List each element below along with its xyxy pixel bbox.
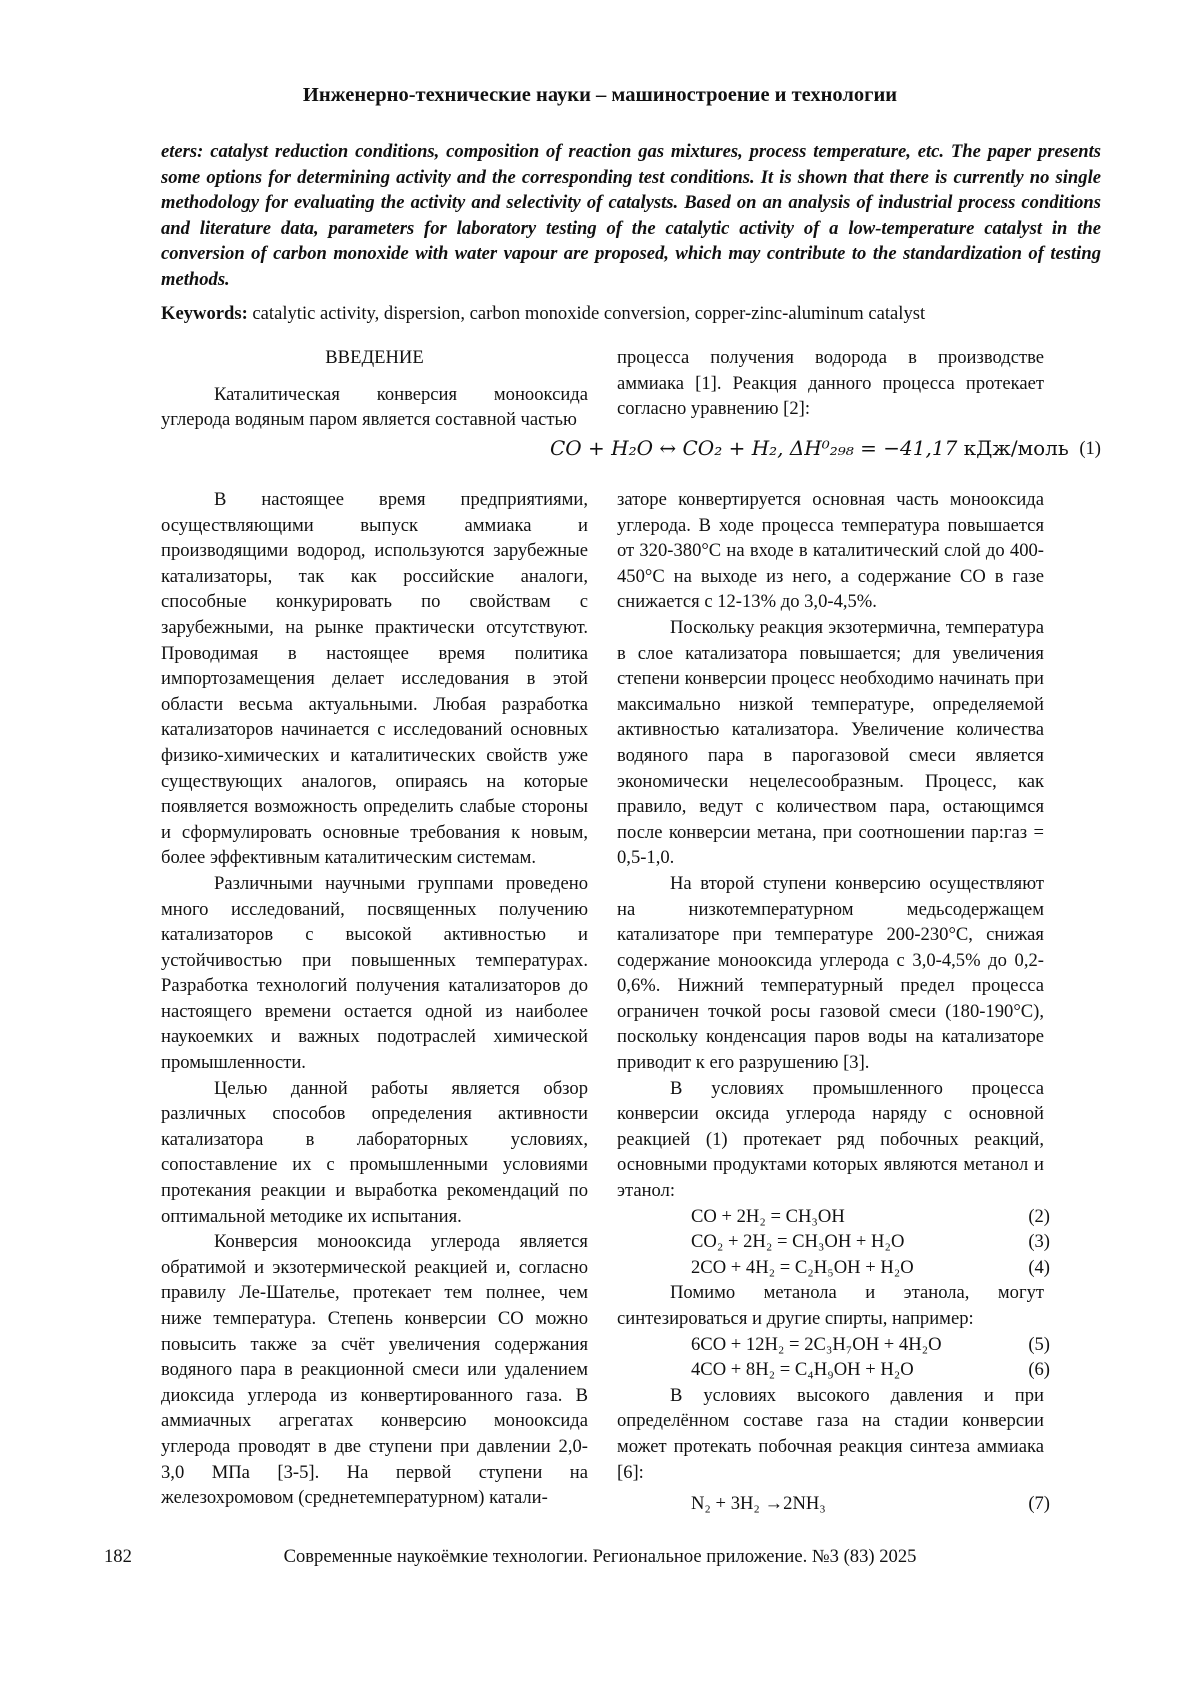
body-paragraph: Помимо метанола и этанола, могут синтезироваться и другие спирты, например: (617, 1282, 1044, 1329)
equation-formula: 2CO + 4H₂ = C₂H₅OH + H₂O (691, 1256, 914, 1278)
body-paragraph: Поскольку реакция экзотермична, температура в слое катализатора повышается; для увеличения степени конверсии процесс необходимо начинать при максимально низкой температуре, определяемой активностью катализатора. Увеличение количества водяного пара в парогазовой смеси является экономически нецелесообразным. Процесс, как правило, ведут с количеством пара, остающимся после конверсии метана, при соотношении пар:газ = 0,5-1,0. (617, 616, 1044, 869)
intro-left-column (161, 345, 588, 433)
equation-number: (7) (1028, 1493, 1050, 1515)
equation-formula: 4CO + 8H₂ = C₄H₉OH + H₂O (691, 1359, 914, 1381)
equation-formula: CO + 2H₂ = CH₃OH (691, 1205, 845, 1227)
intro-right-column (617, 345, 1044, 422)
keywords-label: Keywords: (161, 303, 248, 324)
body-paragraph: Различными научными группами проведено много исследований, посвященных получению катализаторов с высокой активностью и устойчивостью при повышенных температурах. Разработка технологий получения катализаторов до настоящего времени остается одной из наиболее наукоемких и важных подотраслей химической промышленности. (161, 872, 588, 1074)
equation-6 (617, 1357, 1050, 1383)
equation-4 (617, 1255, 1050, 1281)
equation-3 (617, 1229, 1050, 1255)
keywords-line (161, 303, 1121, 325)
equation-number: (5) (1028, 1333, 1050, 1355)
equation-1-formula: CO + H₂O ↔ CO₂ + H₂, ΔH⁰₂₉₈ = −41,17 кДж/моль (550, 436, 1069, 460)
section-heading-introduction: ВВЕДЕНИЕ (325, 347, 424, 368)
equation-1-units: кДж/моль (963, 436, 1069, 460)
page-number: 182 (104, 1546, 132, 1567)
equation-1 (161, 436, 1101, 466)
body-paragraph: На второй ступени конверсию осуществляют на низкотемпературном медьсодержащем катализаторе при температуре 200-230°С, снижая содержание монооксида углерода с 3,0-4,5% до 0,2-0,6%. Нижний температурный предел процесса ограничен точкой росы газовой смеси (180-190°С), поскольку конденсация паров воды на катализаторе приводит к его разрушению [3]. (617, 872, 1044, 1074)
body-paragraph: В условиях высокого давления и при определённом составе газа на стадии конверсии может протекать побочная реакция синтеза аммиака [6]: (617, 1384, 1044, 1483)
abstract-text: eters: catalyst reduction conditions, composition of reaction gas mixtures, process temperature, etc. The paper presents some options for determining activity and the corresponding test conditions. It is shown that there is currently no single methodology for evaluating the activity and selectivity of catalysts. Based on an analysis of industrial process conditions and literature data, parameters for laboratory testing of the catalytic activity of a low-temperature catalyst in the conversion of carbon monoxide with water vapour are proposed, which may contribute to the standardization of testing methods. (161, 141, 1101, 290)
body-paragraph: В настоящее время предприятиями, осуществляющими выпуск аммиака и производящими водород, используются зарубежные катализаторы, так как российские аналоги, способные конкурировать по свойствам с зарубежными, на рынке практически отсутствуют. Проводимая в настоящее время политика импортозамещения делает исследования в этой области весьма актуальными. Любая разработка катализаторов начинается с исследований основных физико-химических и каталитических свойств уже существующих аналогов, опираясь на которые появляется возможность определить слабые стороны и сформулировать основные требования к новым, более эффективным каталитическим системам. (161, 489, 588, 869)
equation-number: (4) (1028, 1256, 1050, 1278)
journal-footer: Современные наукоёмкие технологии. Региональное приложение. №3 (83) 2025 (283, 1546, 917, 1567)
equation-number: (2) (1028, 1205, 1050, 1227)
intro-paragraph-continuation: процесса получения водорода в производстве аммиака [1]. Реакция данного процесса протекает согласно уравнению [2]: (617, 347, 1044, 420)
equation-number: (6) (1028, 1359, 1050, 1381)
body-paragraph: В условиях промышленного процесса конверсии оксида углерода наряду с основной реакцией (1) протекает ряд побочных реакций, основными продуктами которых являются метанол и этанол: (617, 1077, 1044, 1202)
equation-formula: CO₂ + 2H₂ = CH₃OH + H₂O (691, 1231, 905, 1253)
equation-formula: 6CO + 12H₂ = 2C₃H₇OH + 4H₂O (691, 1333, 942, 1355)
equation-1-number: (1) (1079, 438, 1101, 459)
equation-number: (3) (1028, 1231, 1050, 1253)
equation-formula: N₂ + 3H₂ →2NH₃ (691, 1493, 826, 1515)
equation-5 (617, 1332, 1050, 1358)
body-paragraph: Целью данной работы является обзор различных способов определения активности катализатора в лабораторных условиях, сопоставление их с промышленными условиями протекания реакции и выработка рекомендаций по оптимальной методике их испытания. (161, 1077, 588, 1227)
body-paragraph: Конверсия монооксида углерода является обратимой и экзотермической реакцией и, согласно правилу Ле-Шателье, протекает тем полнее, чем ниже температура. Степень конверсии CO можно повысить также за счёт увеличения содержания водяного пара в реакционной смеси или удалением диоксида углерода из конвертированного газа. В аммиачных агрегатах конверсию монооксида углерода проводят в две ступени при давлении 2,0-3,0 МПа [3-5]. На первой ступени на железохромовом (среднетемпературном) катали- (161, 1231, 588, 1509)
intro-paragraph-start: Каталитическая конверсия монооксида углерода водяным паром является составной частью (161, 383, 588, 431)
equation-2 (617, 1204, 1050, 1230)
keywords-text: catalytic activity, dispersion, carbon monoxide conversion, copper-zinc-aluminum catalyst (252, 303, 926, 324)
running-title: Инженерно-технические науки – машиностроение и технологии (302, 84, 898, 106)
left-column (161, 487, 588, 1511)
body-paragraph: заторе конвертируется основная часть монооксида углерода. В ходе процесса температура повышается от 320-380°С на входе в каталитический слой до 400-450°С на выходе из него, а содержание CO в газе снижается с 12-13% до 3,0-4,5%. (617, 489, 1044, 613)
equation-7 (617, 1491, 1050, 1517)
right-column (617, 487, 1050, 1517)
